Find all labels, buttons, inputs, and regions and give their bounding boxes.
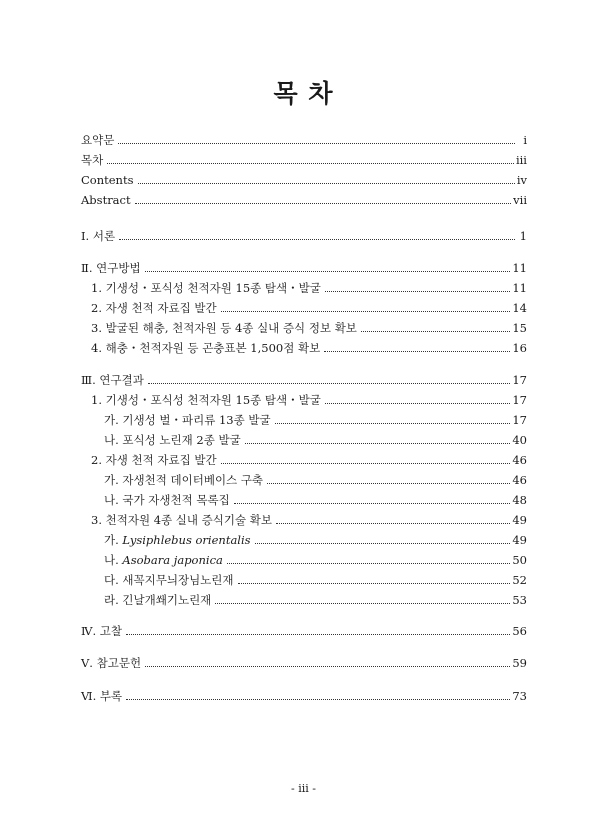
toc-chapter-6 — [0, 689, 607, 703]
dot-leader — [324, 351, 510, 352]
toc-chapter-3 — [0, 373, 607, 387]
dot-leader — [361, 331, 510, 332]
toc-entry-label: Ⅰ. 서론 — [81, 229, 116, 243]
toc-entry-label: 가. 기생성 벌・파리류 13종 발굴 — [104, 413, 271, 427]
toc-subentry — [0, 553, 607, 567]
toc-entry-page: 16 — [512, 341, 527, 355]
toc-entry-label: Ⅱ. 연구방법 — [81, 261, 141, 275]
toc-entry-label: 4. 해충・천적자원 등 곤충표본 1,500점 확보 — [91, 341, 321, 355]
dot-leader — [276, 523, 510, 524]
toc-entry-label: 1. 기생성・포식성 천적자원 15종 탐색・발굴 — [91, 281, 321, 295]
toc-entry-page: 50 — [512, 553, 527, 567]
toc-entry-contents-kr — [0, 153, 607, 167]
toc-entry-page: 48 — [512, 493, 527, 507]
dot-leader — [148, 383, 511, 384]
toc-entry-page: 15 — [512, 321, 527, 335]
toc-entry-prefix: 나. — [104, 553, 123, 567]
toc-entry-label: 요약문 — [81, 133, 115, 147]
toc-chapter-4 — [0, 624, 607, 638]
toc-subentry — [0, 473, 607, 487]
toc-entry-page: 17 — [512, 413, 527, 427]
toc-chapter-2 — [0, 261, 607, 275]
dot-leader — [119, 239, 515, 240]
toc-entry-label: 목차 — [81, 153, 104, 167]
toc-entry-label: Abstract — [81, 193, 131, 207]
toc-entry-prefix: 가. — [104, 533, 123, 547]
toc-entry-label: 나. 국가 자생천적 목록집 — [104, 493, 230, 507]
toc-entry-label — [104, 533, 251, 547]
toc-entry-label: Ⅲ. 연구결과 — [81, 373, 144, 387]
dot-leader — [234, 503, 511, 504]
toc-entry-page: 56 — [512, 624, 527, 638]
dot-leader — [221, 311, 511, 312]
toc-entry-label: 3. 발굴된 해충, 천적자원 등 4종 실내 증식 정보 확보 — [91, 321, 357, 335]
page-number-footer: - iii - — [291, 782, 316, 795]
toc-entry-contents-en — [0, 173, 607, 187]
toc-entry-page: iv — [516, 173, 527, 187]
toc-subentry — [0, 593, 607, 607]
dot-leader — [227, 563, 510, 564]
dot-leader — [118, 143, 515, 144]
toc-subentry — [0, 533, 607, 547]
dot-leader — [107, 163, 514, 164]
toc-entry-page: 11 — [512, 261, 527, 275]
toc-entry-label — [104, 553, 223, 567]
dot-leader — [325, 291, 510, 292]
species-name: Asobara japonica — [122, 553, 223, 567]
toc-entry-abstract — [0, 193, 607, 207]
dot-leader — [221, 463, 511, 464]
toc-entry-page: 14 — [512, 301, 527, 315]
dot-leader — [325, 403, 510, 404]
toc-subentry — [0, 493, 607, 507]
toc-entry — [0, 341, 607, 355]
toc-entry-label: 1. 기생성・포식성 천적자원 15종 탐색・발굴 — [91, 393, 321, 407]
toc-entry — [0, 513, 607, 527]
toc-entry-label: Ⅴ. 참고문헌 — [81, 656, 142, 670]
toc-entry-page: 17 — [512, 393, 527, 407]
toc-entry-label: 다. 새꼭지무늬장님노린재 — [104, 573, 234, 587]
toc-entry-page: i — [523, 133, 527, 147]
toc-entry-page: 53 — [512, 593, 527, 607]
toc-chapter-1 — [0, 229, 607, 243]
dot-leader — [145, 271, 511, 272]
dot-leader — [145, 666, 510, 667]
toc-entry-page: 40 — [512, 433, 527, 447]
dot-leader — [138, 183, 515, 184]
toc-entry-page: 59 — [512, 656, 527, 670]
toc-entry-page: 17 — [512, 373, 527, 387]
dot-leader — [126, 634, 510, 635]
toc-subentry — [0, 433, 607, 447]
dot-leader — [275, 423, 511, 424]
toc-entry-page: 11 — [512, 281, 527, 295]
toc-entry-label: Ⅵ. 부록 — [81, 689, 123, 703]
dot-leader — [245, 443, 511, 444]
species-name: Lysiphlebus orientalis — [122, 533, 251, 547]
toc-entry-page: 49 — [512, 533, 527, 547]
toc-entry-label: 2. 자생 천적 자료집 발간 — [91, 453, 217, 467]
dot-leader — [135, 203, 512, 204]
dot-leader — [255, 543, 511, 544]
dot-leader — [238, 583, 511, 584]
dot-leader — [215, 603, 510, 604]
toc-entry-page: 46 — [512, 453, 527, 467]
toc-subentry — [0, 573, 607, 587]
toc-entry-page: 1 — [519, 229, 527, 243]
toc-entry — [0, 453, 607, 467]
toc-entry-label: 가. 자생천적 데이터베이스 구축 — [104, 473, 264, 487]
toc-entry-page: 49 — [512, 513, 527, 527]
dot-leader — [267, 483, 510, 484]
dot-leader — [126, 699, 510, 700]
toc-chapter-5 — [0, 656, 607, 670]
page-title: 목 차 — [273, 79, 334, 108]
toc-entry-summary — [0, 133, 607, 147]
toc-entry-page: 73 — [512, 689, 527, 703]
toc-entry — [0, 321, 607, 335]
toc-entry-label: 2. 자생 천적 자료집 발간 — [91, 301, 217, 315]
toc-entry — [0, 301, 607, 315]
toc-entry-label: 라. 긴날개쐐기노린재 — [104, 593, 212, 607]
toc-entry-page: iii — [515, 153, 527, 167]
toc-entry-label: 3. 천적자원 4종 실내 증식기술 확보 — [91, 513, 272, 527]
toc-entry — [0, 393, 607, 407]
toc-entry-label: Contents — [81, 173, 134, 187]
toc-entry — [0, 281, 607, 295]
toc-entry-label: Ⅳ. 고찰 — [81, 624, 123, 638]
toc-entry-page: 46 — [512, 473, 527, 487]
toc-entry-page: vii — [513, 193, 527, 207]
toc-entry-label: 나. 포식성 노린재 2종 발굴 — [104, 433, 241, 447]
toc-subentry — [0, 413, 607, 427]
toc-entry-page: 52 — [512, 573, 527, 587]
